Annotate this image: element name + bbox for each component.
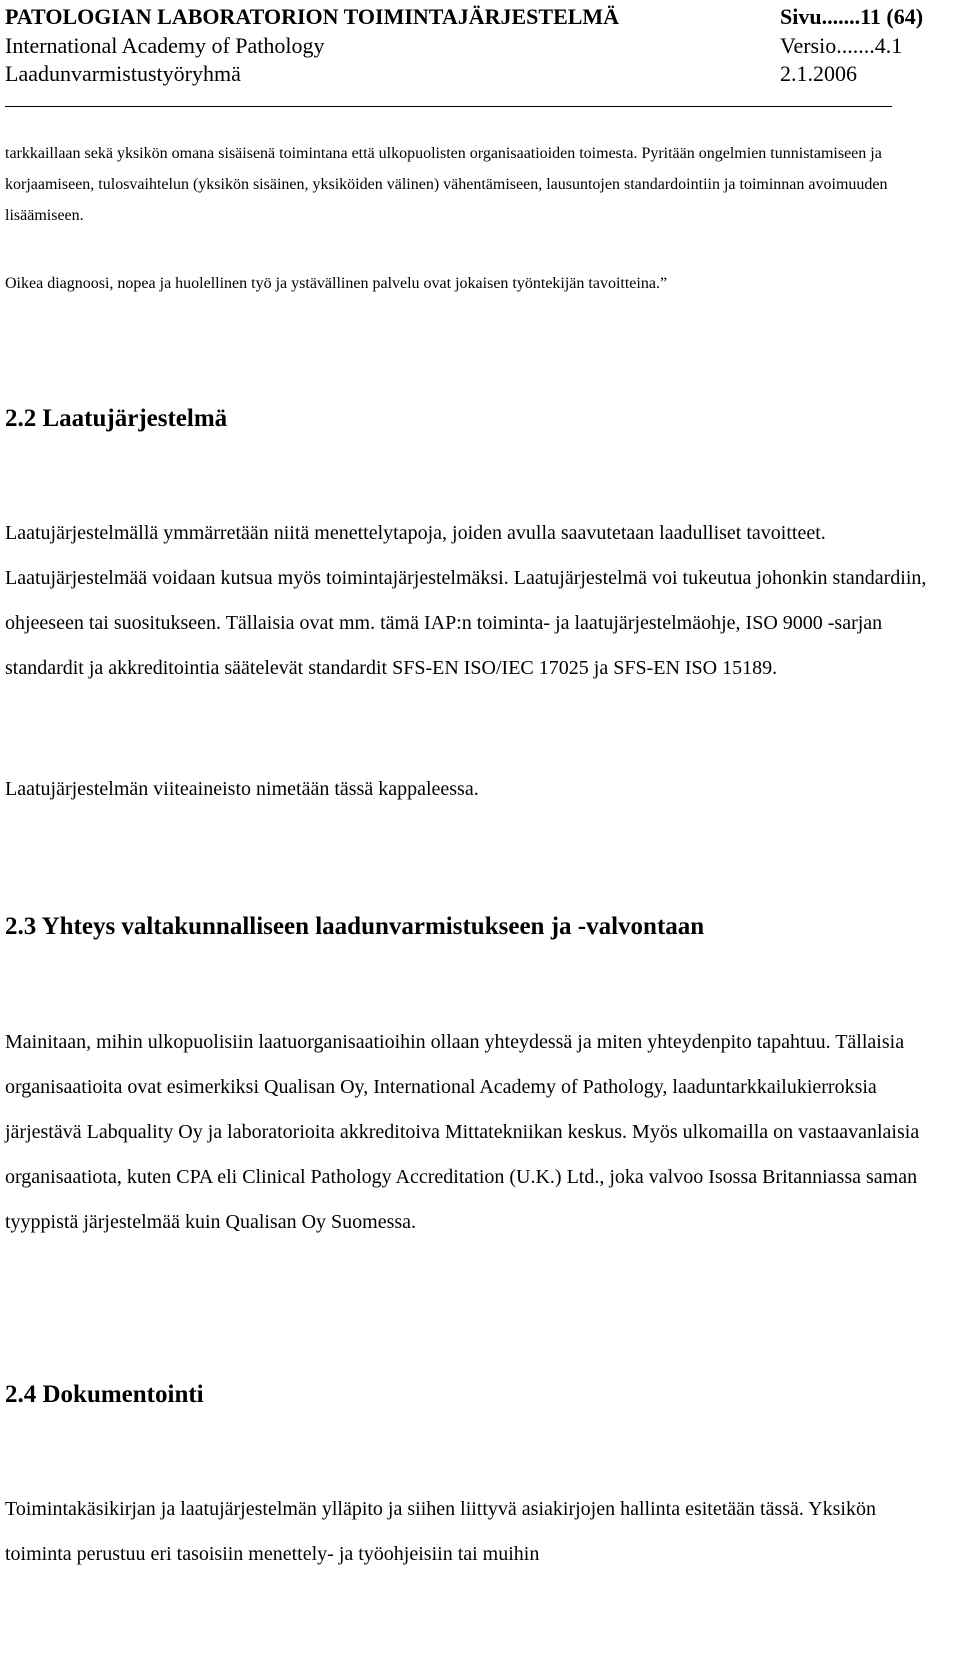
header-divider: [5, 106, 892, 107]
intro-quote-end: Oikea diagnoosi, nopea ja huolellinen työ ja ystävällinen palvelu ovat jokaisen työntekijän tavoitteina.”: [5, 275, 668, 292]
document-title: PATOLOGIAN LABORATORION TOIMINTAJÄRJESTELMÄ: [5, 4, 620, 29]
version: Versio.......4.1: [780, 33, 903, 58]
section-2-4-paragraph-1: Toimintakäsikirjan ja laatujärjestelmän ylläpito ja siihen liittyvä asiakirjojen hallinta esitetään tässä. Yksikön toiminta perustuu eri tasoisiin menettely- ja työohjeisiin tai muihin: [5, 1498, 876, 1565]
section-2-2-paragraph-2: Laatujärjestelmän viiteaineisto nimetään tässä kappaleessa.: [5, 778, 479, 800]
section-heading-2-4: 2.4 Dokumentointi: [5, 1381, 204, 1408]
working-group: Laadunvarmistustyöryhmä: [5, 61, 241, 86]
intro-paragraph: tarkkaillaan sekä yksikön omana sisäisenä toimintana että ulkopuolisten organisaatioiden toimesta. Pyritään ongelmien tunnistamiseen ja korjaamiseen, tulosvaihtelun (yksikön sisäinen, yksiköiden välinen) vähentämiseen, lausuntojen standardointiin ja toiminnan avoimuuden lisäämiseen.: [5, 145, 888, 224]
section-heading-2-3: 2.3 Yhteys valtakunnalliseen laadunvarmistukseen ja -valvontaan: [5, 913, 705, 940]
header-row-1: [5, 4, 936, 30]
page-number: Sivu.......11 (64): [780, 4, 924, 29]
document-date: 2.1.2006: [780, 61, 857, 86]
section-heading-2-2: 2.2 Laatujärjestelmä: [5, 405, 228, 432]
header-row-2: [5, 33, 936, 59]
section-2-3-paragraph-1: Mainitaan, mihin ulkopuolisiin laatuorganisaatioihin ollaan yhteydessä ja miten yhteydenpito tapahtuu. Tällaisia organisaatioita ovat esimerkiksi Qualisan Oy, International Academy of Pathology, laaduntarkkailukierroksia järjestävä Labquality Oy ja laboratorioita akkreditoiva Mittatekniikan keskus. Myös ulkomailla on vastaavanlaisia organisaatiota, kuten CPA eli Clinical Pathology Accreditation (U.K.) Ltd., joka valvoo Isossa Britanniassa saman tyyppistä järjestelmää kuin Qualisan Oy Suomessa.: [5, 1031, 920, 1233]
header-row-3: [5, 61, 936, 87]
organization: International Academy of Pathology: [5, 33, 325, 58]
section-2-2-paragraph-1: Laatujärjestelmällä ymmärretään niitä menettelytapoja, joiden avulla saavutetaan laadulliset tavoitteet. Laatujärjestelmää voidaan kutsua myös toimintajärjestelmäksi. Laatujärjestelmä voi tukeutua johonkin standardiin, ohjeeseen tai suositukseen. Tällaisia ovat mm. tämä IAP:n toiminta- ja laatujärjestelmäohje, ISO 9000 -sarjan standardit ja akkreditointia säätelevät standardit SFS-EN ISO/IEC 17025 ja SFS-EN ISO 15189.: [5, 522, 927, 679]
